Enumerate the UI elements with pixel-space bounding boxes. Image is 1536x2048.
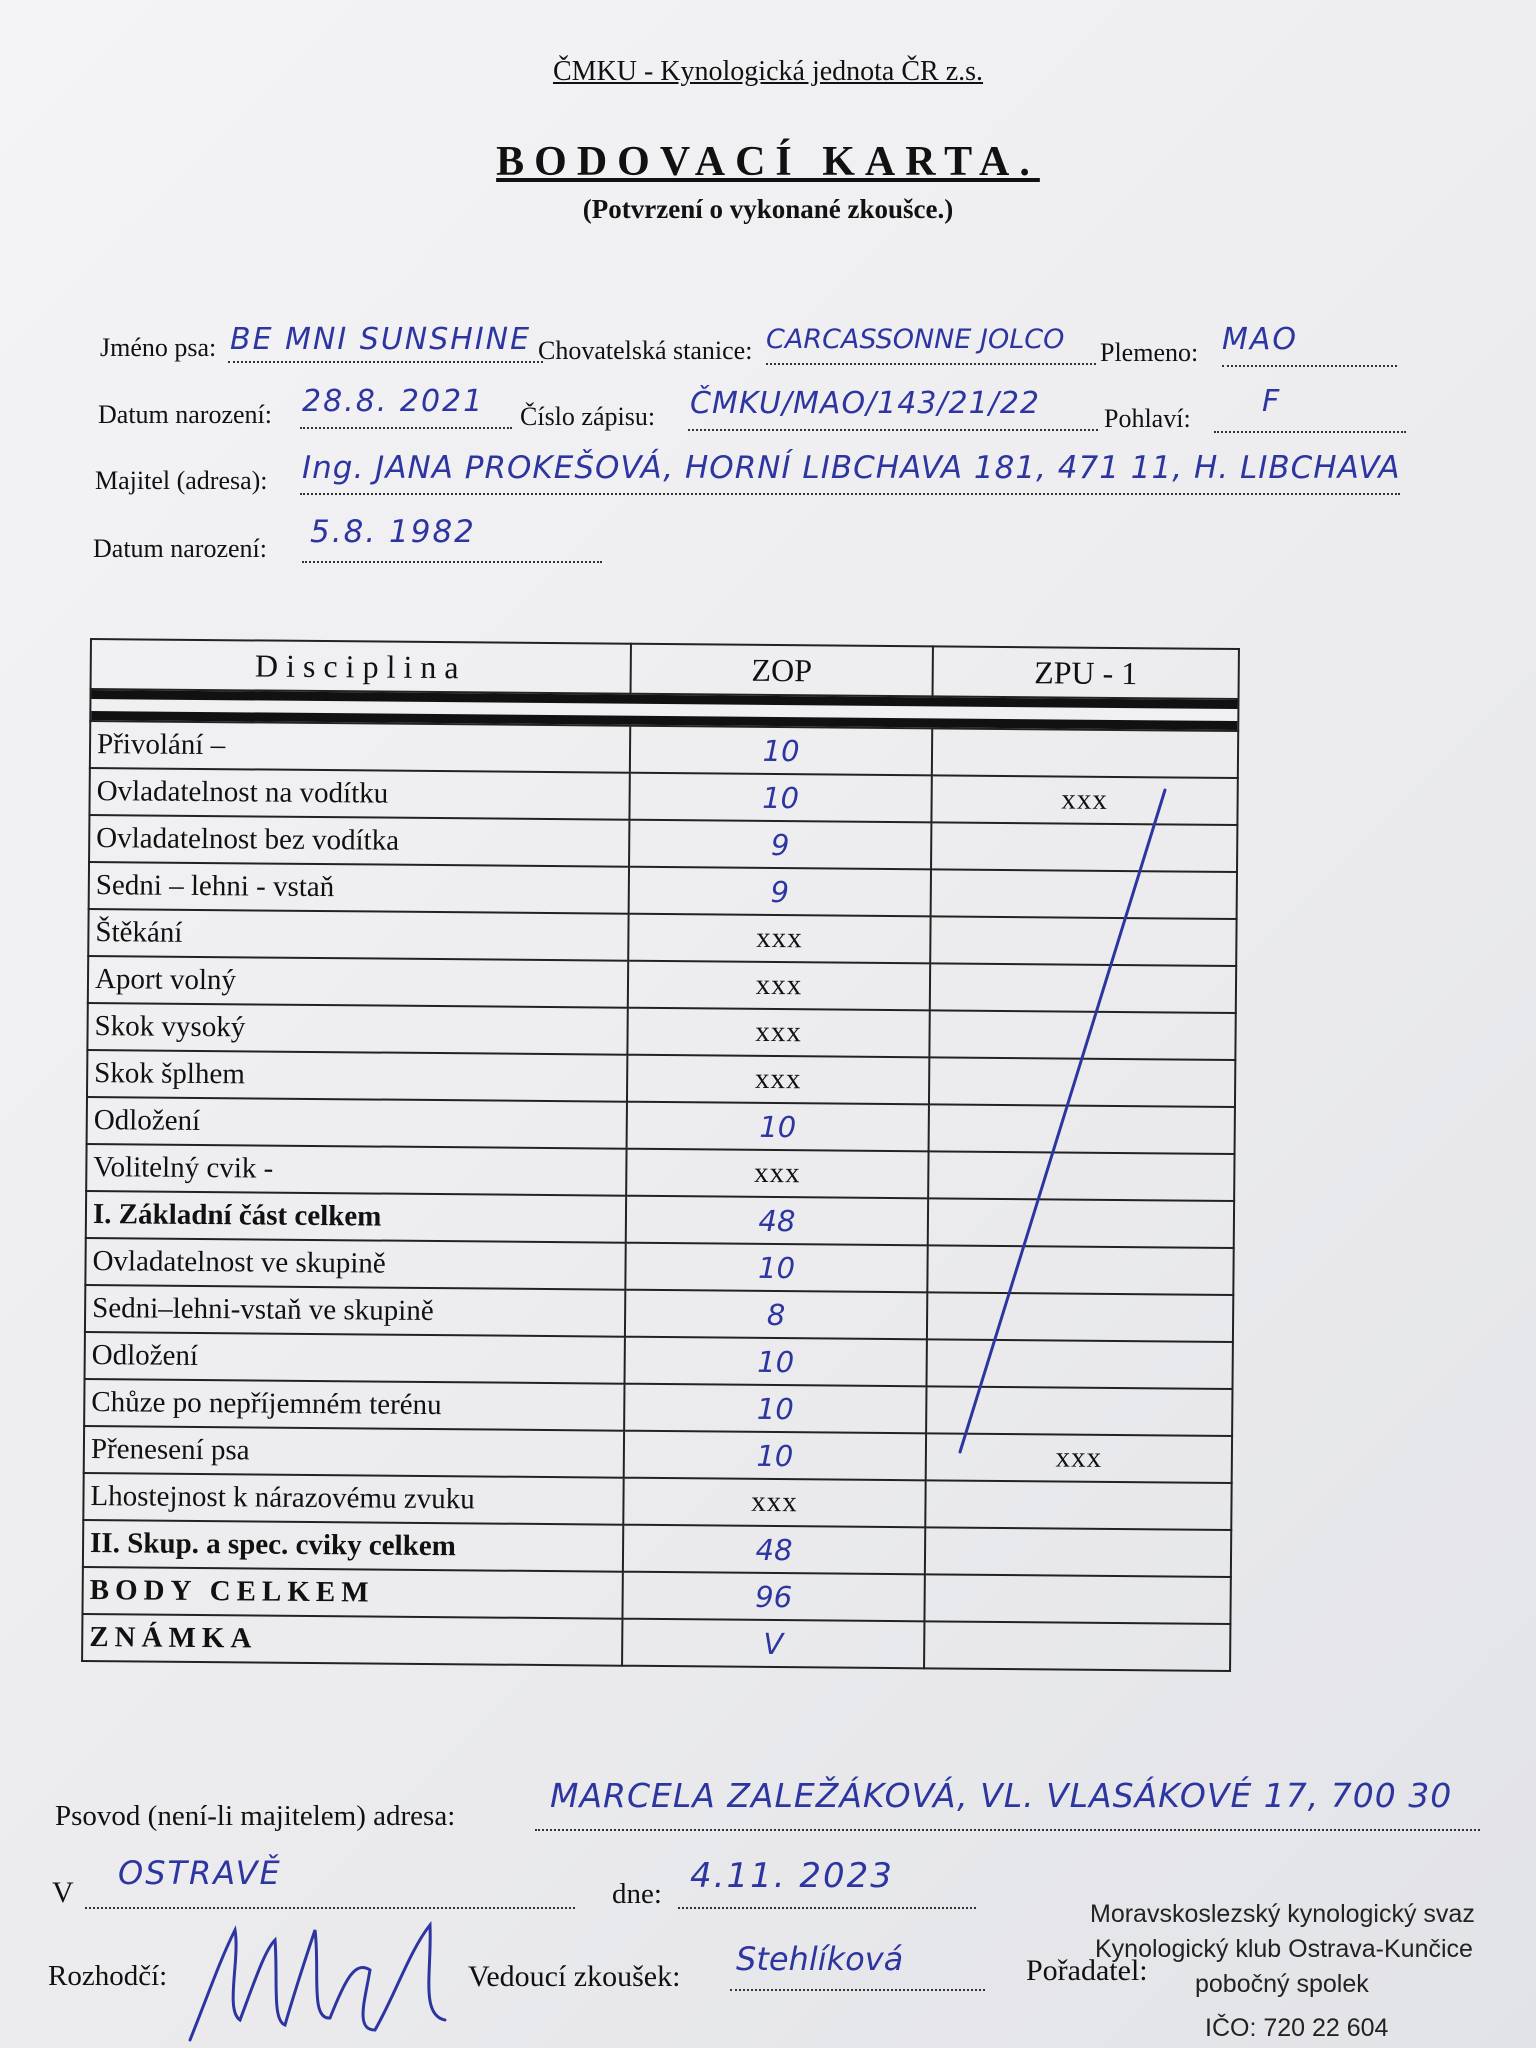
date-line — [678, 1906, 976, 1909]
zop-score: 10 — [629, 773, 931, 823]
breed-label: Plemeno: — [1100, 338, 1199, 367]
grade-label: ZNÁMKA — [82, 1614, 622, 1666]
dog-name-value: BE MNI SUNSHINE — [230, 322, 532, 357]
zop-score: 9 — [629, 820, 931, 870]
header-zpu: ZPU - 1 — [933, 646, 1239, 699]
stamp-line-4: IČO: 720 22 604 — [1205, 2014, 1389, 2042]
zop-score: 48 — [623, 1525, 925, 1575]
discipline-cell: Ovladatelnost na vodítku — [89, 768, 629, 820]
handler-line — [535, 1828, 1480, 1831]
sex-label: Pohlaví: — [1104, 404, 1191, 433]
zop-score: xxx — [627, 1055, 929, 1105]
subtotal-label: II. Skup. a spec. cviky celkem — [83, 1520, 623, 1572]
birth-date-value: 28.8. 2021 — [302, 384, 485, 419]
leader-label: Vedoucí zkoušek: — [468, 1960, 681, 1993]
birth-date-label: Datum narození: — [98, 400, 272, 429]
owner-value: Ing. JANA PROKEŠOVÁ, HORNÍ LIBCHAVA 181, 471 11, H. LIBCHAVA — [302, 450, 1401, 486]
zop-score: 10 — [627, 1102, 929, 1152]
handler-label: Psovod (není-li majitelem) adresa: — [55, 1800, 456, 1832]
discipline-cell: Skok šplhem — [87, 1050, 627, 1102]
discipline-cell: Přenesení psa — [84, 1426, 624, 1478]
owner-birth-value: 5.8. 1982 — [310, 514, 476, 550]
grade-value: V — [622, 1619, 924, 1669]
zop-score: 9 — [629, 867, 931, 917]
leader-line — [730, 1988, 985, 1991]
kennel-label: Chovatelská stanice: — [538, 336, 753, 365]
discipline-cell: Skok vysoký — [87, 1003, 627, 1055]
registry-value: ČMKU/MAO/143/21/22 — [690, 386, 1040, 421]
zop-score: xxx — [628, 961, 930, 1011]
total-label: BODY CELKEM — [82, 1567, 622, 1619]
zop-score: 10 — [625, 1243, 927, 1293]
zop-score: 10 — [624, 1431, 926, 1481]
discipline-cell: Odložení — [85, 1332, 625, 1384]
subtotal-label: I. Základní část celkem — [86, 1191, 626, 1243]
discipline-cell: Ovladatelnost bez vodítka — [89, 815, 629, 867]
leader-signature: Stehlíková — [736, 1940, 904, 1978]
zop-score: 8 — [625, 1290, 927, 1340]
dog-name-label: Jméno psa: — [100, 333, 217, 362]
discipline-cell: Ovladatelnost ve skupině — [85, 1238, 625, 1290]
organization-name: ČMKU - Kynologická jednota ČR z.s. — [552, 56, 984, 87]
registry-label: Číslo zápisu: — [520, 402, 656, 431]
stamp-line-1: Moravskoslezský kynologický svaz — [1090, 1900, 1475, 1928]
stamp-line-3: pobočný spolek — [1195, 1970, 1369, 1998]
zop-score: xxx — [628, 914, 930, 964]
discipline-cell: Chůze po nepříjemném terénu — [84, 1379, 624, 1431]
kennel-value: CARCASSONNE JOLCO — [766, 324, 1065, 355]
zpu-score: xxx — [931, 775, 1237, 825]
sex-value: F — [1262, 384, 1282, 419]
header-discipline: Disciplina — [91, 639, 631, 694]
discipline-cell: Sedni – lehni - vstaň — [89, 862, 629, 914]
organizer-label: Pořadatel: — [1026, 1954, 1148, 1987]
owner-birth-label: Datum narození: — [93, 534, 267, 563]
judge-label: Rozhodčí: — [48, 1960, 168, 1992]
breed-value: MAO — [1222, 322, 1299, 357]
header-zop: ZOP — [631, 644, 933, 697]
discipline-cell: Odložení — [87, 1097, 627, 1149]
place-label: V — [52, 1876, 74, 1909]
zop-score: xxx — [623, 1478, 925, 1528]
zop-score: 10 — [624, 1384, 926, 1434]
discipline-cell: Sedni–lehni-vstaň ve skupině — [85, 1285, 625, 1337]
owner-label: Majitel (adresa): — [95, 466, 268, 495]
discipline-cell: Štěkání — [88, 909, 628, 961]
document-subtitle: (Potvrzení o vykonané zkoušce.) — [582, 194, 954, 224]
date-value: 4.11. 2023 — [690, 1856, 894, 1896]
discipline-cell: Volitelný cvik - — [86, 1144, 626, 1196]
stamp-line-2: Kynologický klub Ostrava-Kunčice — [1095, 1935, 1473, 1963]
zop-score: 48 — [626, 1196, 928, 1246]
zop-score: xxx — [626, 1149, 928, 1199]
document-title: BODOVACÍ KARTA. — [496, 139, 1040, 185]
judge-signature — [180, 1900, 480, 2048]
discipline-cell: Přivolání – — [90, 721, 630, 773]
zop-score: xxx — [627, 1008, 929, 1058]
zpu-score: xxx — [926, 1433, 1232, 1483]
date-label: dne: — [612, 1878, 662, 1910]
zop-score: 10 — [630, 726, 932, 776]
discipline-cell: Lhostejnost k nárazovému zvuku — [83, 1473, 623, 1525]
handler-value: MARCELA ZALEŽÁKOVÁ, VL. VLASÁKOVÉ 17, 700 30 — [550, 1776, 1453, 1815]
zop-score: 10 — [625, 1337, 927, 1387]
total-score: 96 — [622, 1572, 924, 1622]
discipline-cell: Aport volný — [88, 956, 628, 1008]
place-value: OSTRAVĚ — [118, 1854, 282, 1892]
